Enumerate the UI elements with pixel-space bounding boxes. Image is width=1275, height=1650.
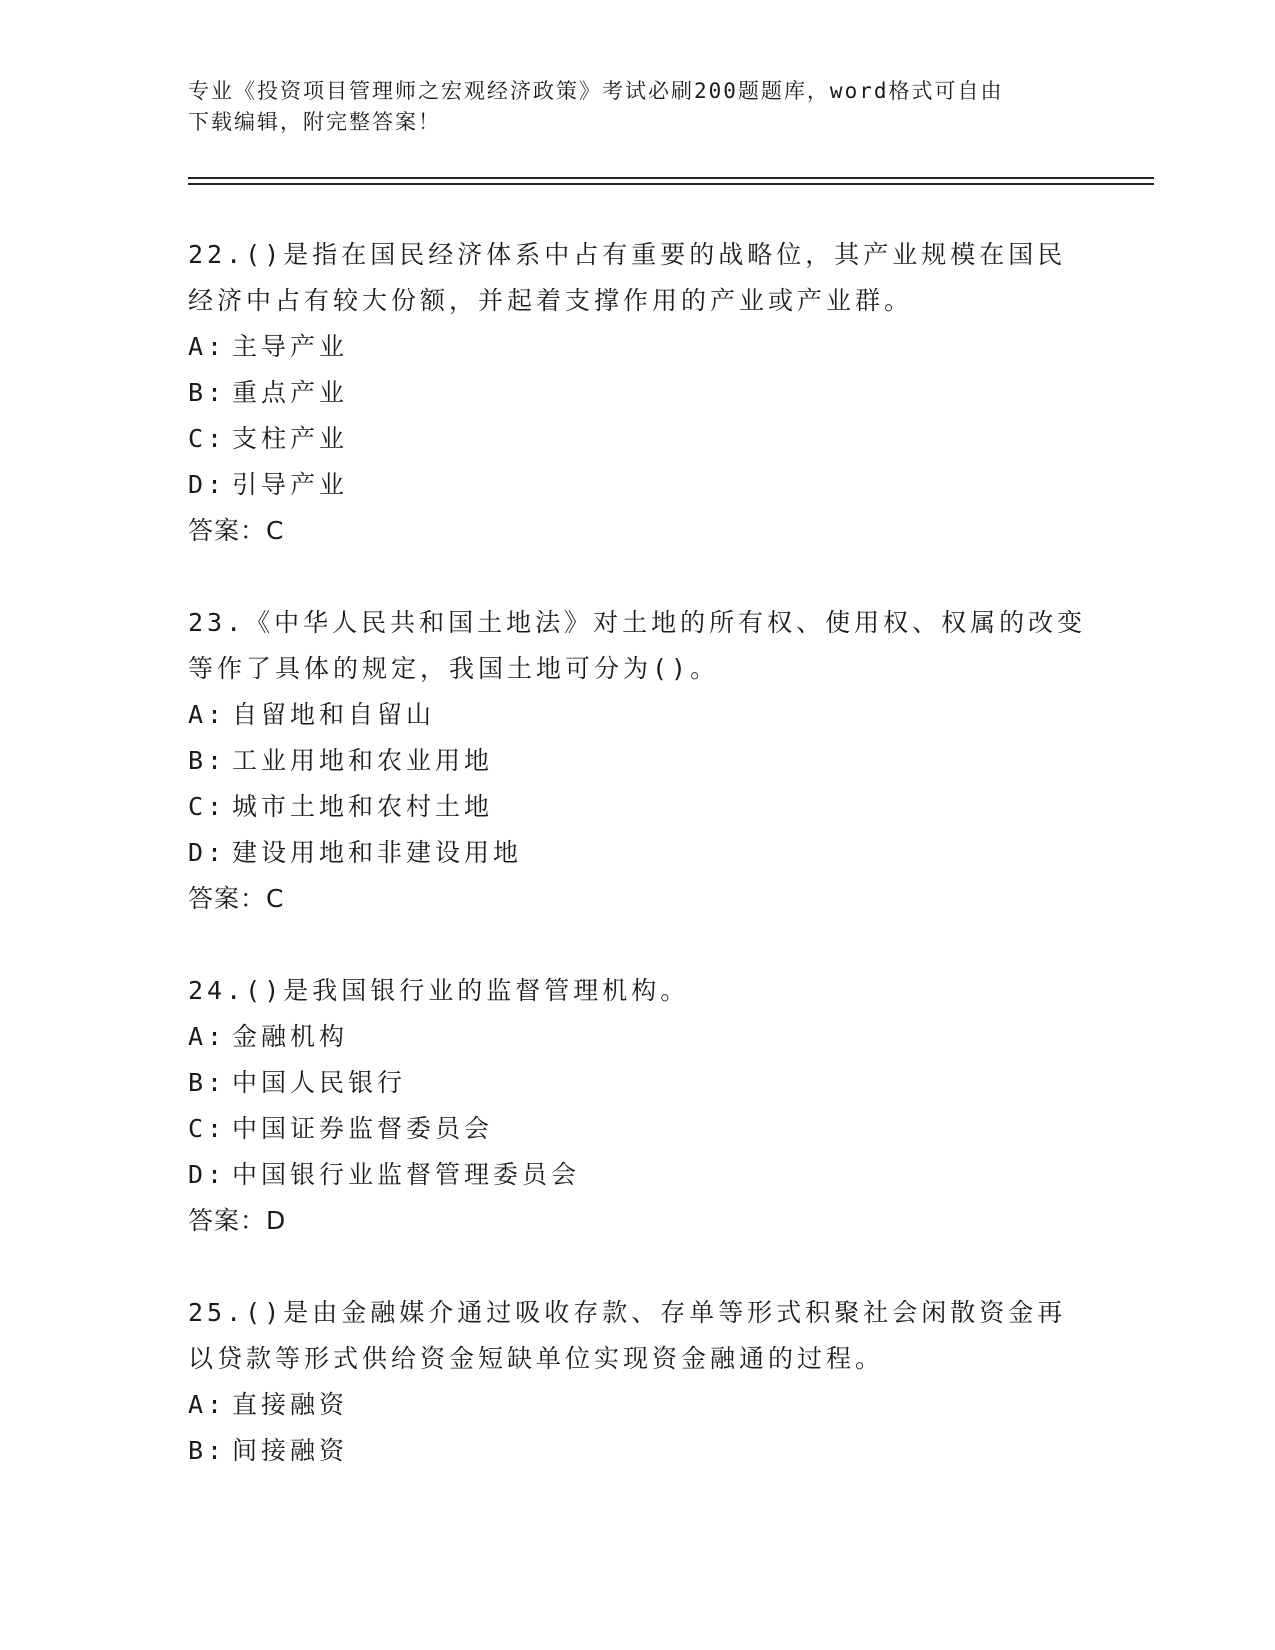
answer: 答案：C — [188, 884, 285, 913]
document-header — [188, 76, 1088, 138]
option-a — [188, 692, 1088, 738]
question-stem: 24.()是我国银行业的监督管理机构。 — [188, 976, 690, 1005]
header-line-2: 下载编辑，附完整答案！ — [188, 110, 441, 134]
option-text: 中国银行业监督管理委员会 — [232, 1160, 581, 1189]
question-stem: 22.()是指在国民经济体系中占有重要的战略位，其产业规模在国民经济中占有较大份额，并起着支撑作用的产业或产业群。 — [188, 240, 1067, 315]
option-key: D: — [188, 1160, 227, 1189]
option-c — [188, 416, 1088, 462]
option-text: 重点产业 — [232, 378, 349, 407]
option-text: 城市土地和农村土地 — [232, 792, 494, 821]
option-key: B: — [188, 1068, 227, 1097]
option-text: 中国人民银行 — [232, 1068, 407, 1097]
option-a — [188, 1382, 1088, 1428]
question-22 — [188, 232, 1088, 554]
option-b — [188, 370, 1088, 416]
option-b — [188, 1060, 1088, 1106]
option-a — [188, 1014, 1088, 1060]
option-d — [188, 1152, 1088, 1198]
option-key: A: — [188, 332, 227, 361]
option-text: 支柱产业 — [232, 424, 349, 453]
option-key: A: — [188, 1022, 227, 1051]
question-stem: 25.()是由金融媒介通过吸收存款、存单等形式积聚社会闲散资金再以贷款等形式供给资金短缺单位实现资金融通的过程。 — [188, 1298, 1067, 1373]
option-key: A: — [188, 1390, 227, 1419]
answer: 答案：C — [188, 516, 285, 545]
option-d — [188, 830, 1088, 876]
option-text: 主导产业 — [232, 332, 349, 361]
option-c — [188, 1106, 1088, 1152]
option-text: 直接融资 — [232, 1390, 349, 1419]
question-25 — [188, 1290, 1088, 1474]
header-line-1: 专业《投资项目管理师之宏观经济政策》考试必刷200题题库，word格式可自由 — [188, 79, 1004, 103]
option-a — [188, 324, 1088, 370]
question-24 — [188, 968, 1088, 1244]
option-text: 自留地和自留山 — [232, 700, 436, 729]
option-key: B: — [188, 1436, 227, 1465]
option-text: 建设用地和非建设用地 — [232, 838, 523, 867]
header-divider-bottom — [188, 183, 1154, 185]
option-c — [188, 784, 1088, 830]
option-key: C: — [188, 792, 227, 821]
answer: 答案：D — [188, 1206, 287, 1235]
option-text: 工业用地和农业用地 — [232, 746, 494, 775]
option-text: 间接融资 — [232, 1436, 349, 1465]
option-text: 中国证券监督委员会 — [232, 1114, 494, 1143]
option-key: D: — [188, 838, 227, 867]
option-d — [188, 462, 1088, 508]
option-key: D: — [188, 470, 227, 499]
question-stem: 23.《中华人民共和国土地法》对土地的所有权、使用权、权属的改变等作了具体的规定，我国土地可分为()。 — [188, 608, 1087, 683]
option-key: C: — [188, 424, 227, 453]
option-key: A: — [188, 700, 227, 729]
option-key: B: — [188, 378, 227, 407]
option-text: 引导产业 — [232, 470, 349, 499]
question-23 — [188, 600, 1088, 922]
option-b — [188, 738, 1088, 784]
option-b — [188, 1428, 1088, 1474]
option-key: C: — [188, 1114, 227, 1143]
option-text: 金融机构 — [232, 1022, 349, 1051]
option-key: B: — [188, 746, 227, 775]
header-divider-top — [188, 177, 1154, 179]
